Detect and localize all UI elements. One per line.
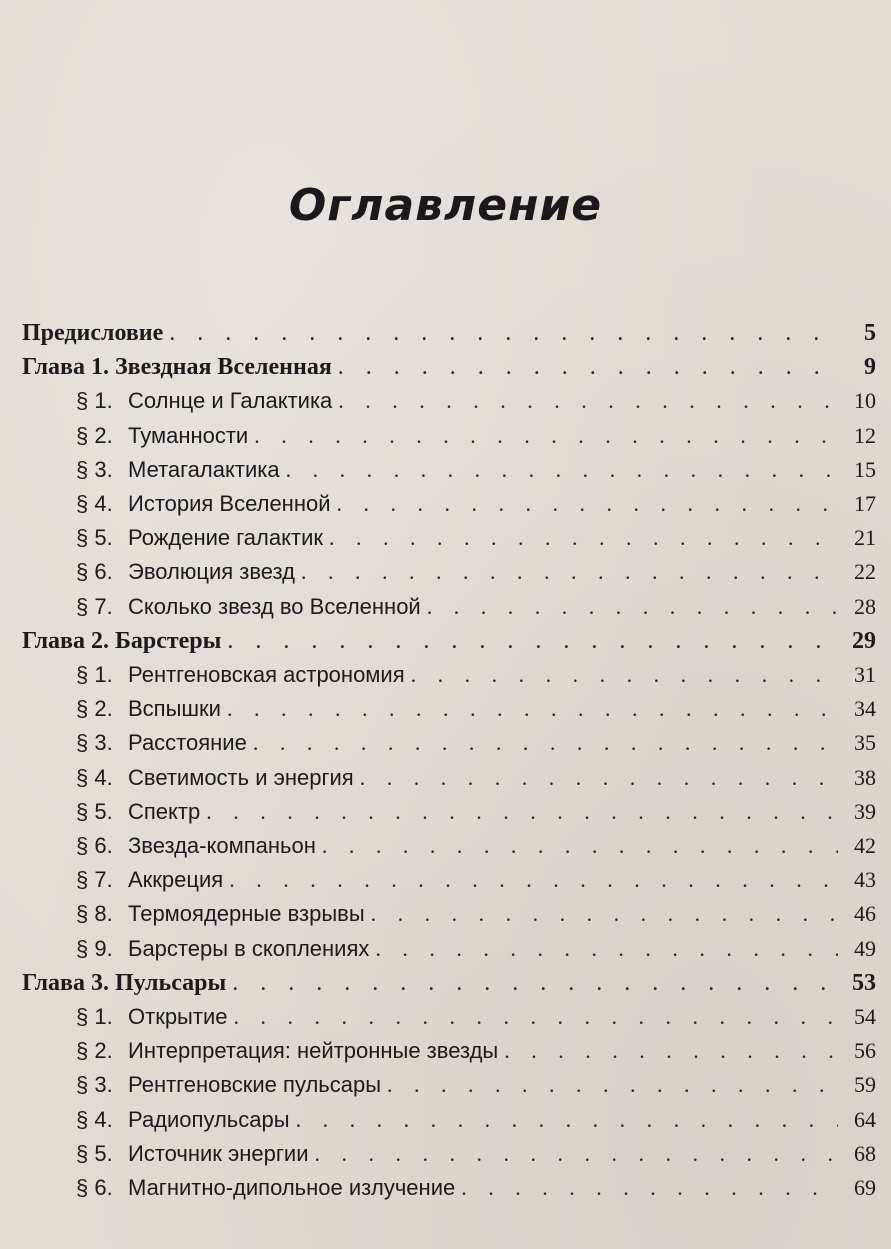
page-number: 29: [852, 627, 876, 654]
section-title: Рентгеновская астрономия: [128, 662, 405, 687]
dot-leader: [206, 799, 838, 825]
toc-section-entry: [76, 730, 876, 764]
page-number: 15: [854, 456, 876, 482]
toc-section-entry: [76, 457, 876, 491]
section-number: § 4.: [76, 764, 113, 790]
toc-section-entry: [76, 1072, 876, 1106]
section-number: § 1.: [76, 388, 113, 414]
page-number: 34: [854, 696, 876, 722]
section-number: § 2.: [76, 696, 113, 722]
toc-section-entry: [76, 423, 876, 457]
page-number: 39: [854, 798, 876, 824]
page-number: 38: [854, 764, 876, 790]
section-title: Рождение галактик: [128, 525, 323, 551]
dot-leader: [253, 730, 838, 756]
page-number: 22: [854, 559, 876, 585]
section-number: § 4.: [76, 491, 113, 516]
toc-section-entry: [76, 1107, 876, 1141]
section-number: § 8.: [76, 901, 113, 927]
toc-section-entry: [76, 696, 876, 730]
section-number: § 7.: [76, 593, 113, 619]
section-number: § 3.: [76, 456, 113, 482]
dot-leader: [329, 525, 838, 551]
dot-leader: [371, 901, 838, 927]
page-number: 12: [854, 422, 876, 448]
toc-section-entry: [76, 799, 876, 833]
section-title: Аккреция: [128, 867, 224, 893]
dot-leader: [461, 1175, 838, 1201]
chapter-title: Глава 2. Барстеры: [22, 627, 222, 654]
section-title: Спектр: [128, 798, 201, 824]
section-number: § 6.: [76, 833, 113, 858]
dot-leader: [254, 423, 838, 449]
section-number: § 1.: [76, 662, 113, 687]
toc-section-entry: [76, 901, 876, 935]
toc-section-entry: [76, 1175, 876, 1209]
page-number: 43: [854, 867, 876, 893]
dot-leader: [360, 765, 838, 791]
section-title: Вспышки: [128, 696, 221, 722]
section-number: § 6.: [76, 1175, 113, 1200]
toc-section-entry: [76, 1004, 876, 1038]
dot-leader: [338, 354, 838, 381]
section-title: Открытие: [128, 1004, 228, 1029]
dot-leader: [286, 457, 838, 483]
toc-chapter-entry: [22, 970, 876, 1004]
section-number: § 9.: [76, 935, 113, 961]
section-title: Сколько звезд во Вселенной: [128, 593, 421, 619]
section-title: Эволюция звезд: [128, 559, 295, 585]
page-number: 9: [864, 354, 876, 381]
section-title: Туманности: [128, 422, 249, 448]
chapter-title: Глава 3. Пульсары: [22, 969, 227, 996]
dot-leader: [301, 559, 838, 585]
page-number: 21: [854, 525, 876, 551]
dot-leader: [338, 388, 838, 414]
section-title: Расстояние: [128, 730, 247, 756]
toc-section-entry: [76, 559, 876, 593]
section-number: § 5.: [76, 525, 113, 551]
toc-front-entry: [22, 320, 876, 354]
section-title: Радиопульсары: [128, 1106, 290, 1132]
section-title: Светимость и энергия: [128, 764, 354, 790]
toc-section-entry: [76, 765, 876, 799]
page-number: 56: [854, 1038, 876, 1064]
toc-section-entry: [76, 833, 876, 867]
dot-leader: [296, 1107, 838, 1133]
dot-leader: [322, 833, 838, 859]
toc-section-entry: [76, 388, 876, 422]
section-title: Солнце и Галактика: [128, 388, 333, 414]
section-title: Термоядерные взрывы: [128, 901, 365, 927]
page-number: 42: [854, 833, 876, 858]
section-number: § 6.: [76, 559, 113, 585]
page-number: 49: [854, 935, 876, 961]
page-number: 53: [852, 969, 876, 996]
section-number: § 2.: [76, 1038, 113, 1064]
section-title: Барстеры в скоплениях: [128, 935, 370, 961]
toc-section-entry: [76, 1141, 876, 1175]
page-number: 64: [854, 1106, 876, 1132]
dot-leader: [227, 628, 838, 655]
chapter-title: Глава 1. Звездная Вселенная: [22, 354, 332, 381]
dot-leader: [411, 662, 838, 688]
section-title: История Вселенной: [128, 491, 331, 516]
toc-chapter-entry: [22, 354, 876, 388]
section-number: § 5.: [76, 798, 113, 824]
toc-section-entry: [76, 867, 876, 901]
section-number: § 7.: [76, 867, 113, 893]
section-title: Магнитно-дипольное излучение: [128, 1175, 456, 1200]
toc-section-entry: [76, 525, 876, 559]
toc-section-entry: [76, 936, 876, 970]
toc-chapter-entry: [22, 628, 876, 662]
section-number: § 5.: [76, 1140, 113, 1166]
page-number: 10: [854, 388, 876, 414]
page-title: Оглавление: [288, 180, 603, 231]
dot-leader: [337, 491, 838, 517]
section-number: § 2.: [76, 422, 113, 448]
section-title: Источник энергии: [128, 1140, 309, 1166]
page-number: 46: [854, 901, 876, 927]
dot-leader: [233, 1004, 838, 1030]
toc-section-entry: [76, 662, 876, 696]
toc-section-entry: [76, 594, 876, 628]
page-number: 59: [854, 1072, 876, 1098]
dot-leader: [229, 867, 838, 893]
section-title: Звезда-компаньон: [128, 833, 316, 858]
page-number: 28: [854, 593, 876, 619]
page-number: 17: [854, 491, 876, 516]
dot-leader: [232, 970, 838, 997]
section-title: Рентгеновские пульсары: [128, 1072, 382, 1098]
page-number: 69: [854, 1175, 876, 1200]
dot-leader: [169, 320, 838, 347]
section-title: Интерпретация: нейтронные звезды: [128, 1038, 499, 1064]
chapter-title: Предисловие: [22, 320, 164, 346]
dot-leader: [387, 1072, 838, 1098]
section-title: Метагалактика: [128, 456, 280, 482]
toc-section-entry: [76, 1038, 876, 1072]
page-number: 5: [864, 320, 876, 346]
page-number: 54: [854, 1004, 876, 1029]
dot-leader: [504, 1038, 838, 1064]
section-number: § 3.: [76, 730, 113, 756]
page-number: 35: [854, 730, 876, 756]
dot-leader: [227, 696, 838, 722]
page-number: 68: [854, 1140, 876, 1166]
section-number: § 4.: [76, 1106, 113, 1132]
section-number: § 1.: [76, 1004, 113, 1029]
section-number: § 3.: [76, 1072, 113, 1098]
dot-leader: [375, 936, 838, 962]
page-number: 31: [854, 662, 876, 687]
dot-leader: [427, 594, 838, 620]
dot-leader: [314, 1141, 838, 1167]
toc-section-entry: [76, 491, 876, 525]
